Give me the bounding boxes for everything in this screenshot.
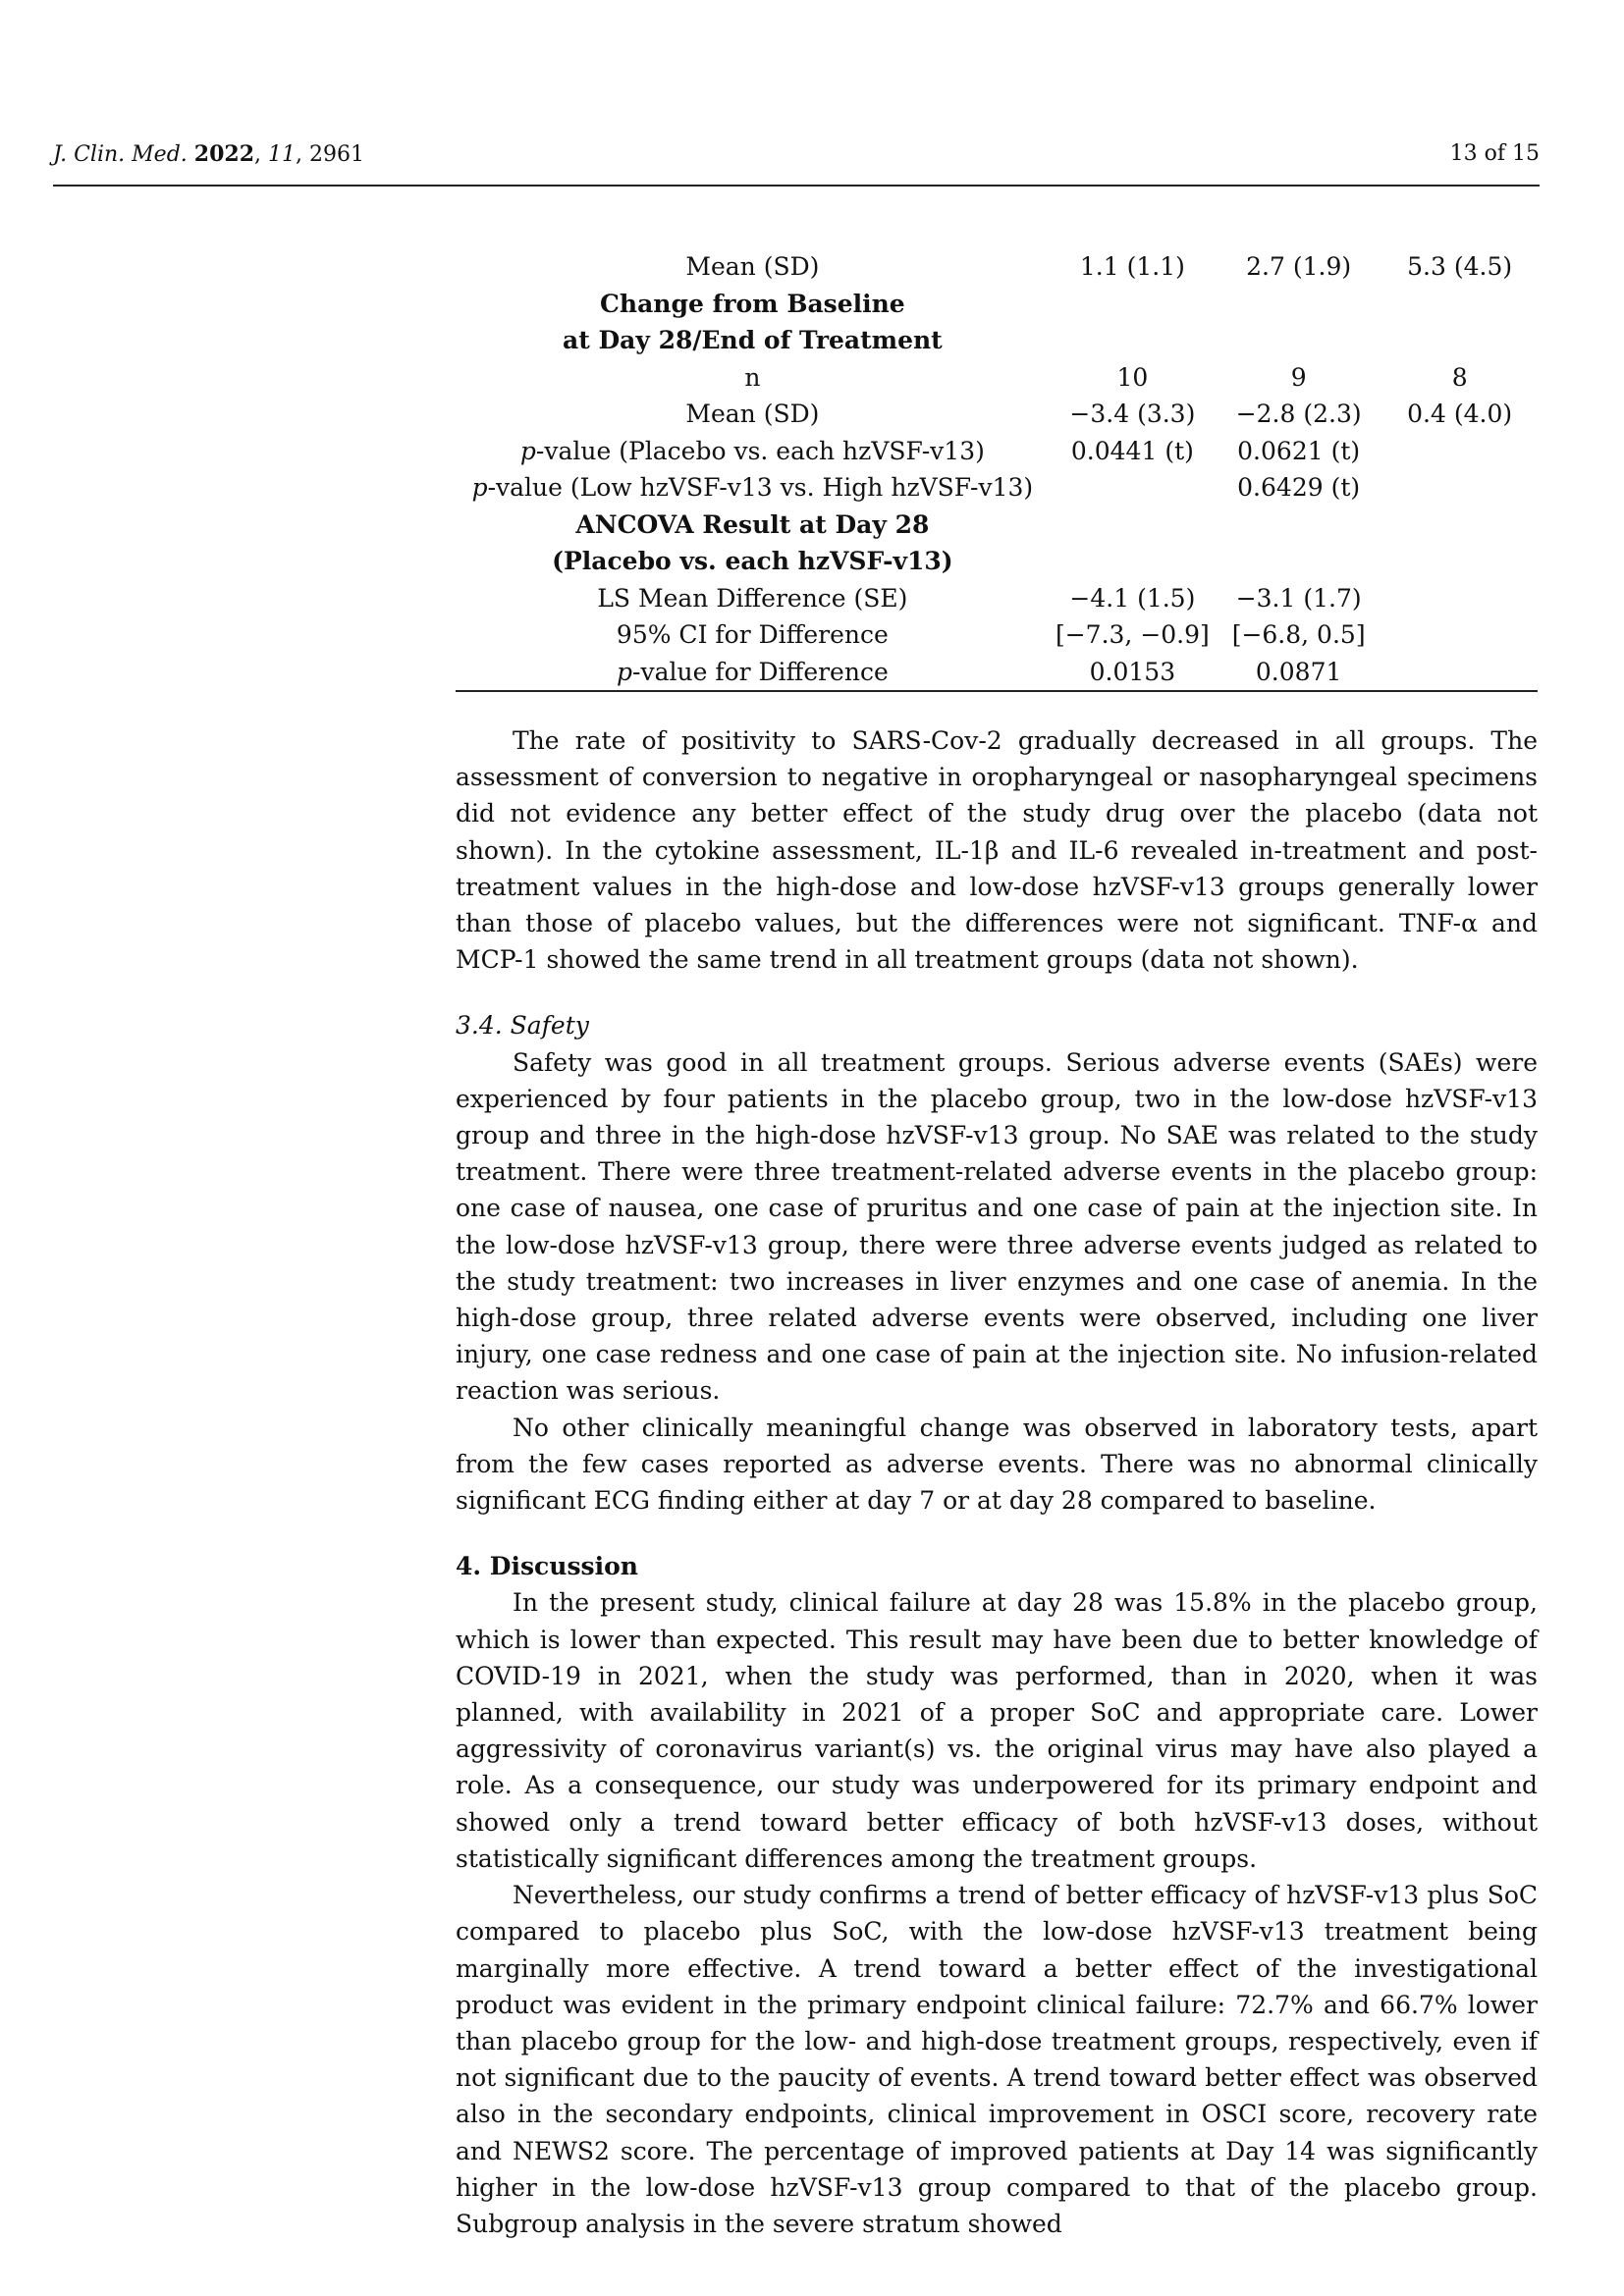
cell-c3: 8 [1451, 362, 1468, 392]
row-label-text: (Placebo vs. each hzVSF-v13) [552, 547, 953, 575]
cell-c1 [1050, 286, 1216, 323]
p-italic: p [471, 473, 488, 502]
row-label [456, 396, 1050, 433]
cell-c3 [1381, 580, 1538, 617]
cell-c3: 5.3 (4.5) [1407, 252, 1513, 281]
row-label [456, 359, 1050, 397]
table-row [456, 396, 1538, 433]
row-label-text: -value (Placebo vs. each hzVSF-v13) [535, 436, 985, 465]
cell-c1: 0.0441 (t) [1070, 436, 1194, 465]
row-label [456, 507, 1050, 544]
cell-c1 [1050, 543, 1216, 580]
cell-c1 [1050, 469, 1216, 507]
section-heading-discussion: 4. Discussion [456, 1552, 638, 1581]
row-label-text: at Day 28/End of Treatment [563, 326, 943, 354]
cell-c3 [1381, 433, 1538, 470]
table-row [456, 469, 1538, 507]
paragraph-safety-2: No other clinically meaningful change was observed in laboratory tests, apart from the few cases reported as adverse events. There was no abnormal clinically significant ECG finding either at day 7 or at day 28 compared to baseline. [456, 1413, 1538, 1516]
journal-year: 2022 [193, 141, 255, 167]
data-table [456, 248, 1538, 692]
cell-c2: 0.0871 [1216, 654, 1381, 692]
section-heading-safety: 3.4. Safety [456, 1011, 589, 1041]
paragraph-safety-1: Safety was good in all treatment groups. Serious adverse events (SAEs) were experienced by four patients in the placebo group, two in the low-dose hzVSF-v13 group and three in the high-dose hzVSF-v13 group. No SAE was related to the study treatment. There were three treatment-related adverse events in the placebo group: one case of nausea, one case of pruritus and one case of pain at the injection site. In the low-dose hzVSF-v13 group, there were three adverse events judged as related to the study treatment: two increases in liver enzymes and one case of anemia. In the high-dose group, three related adverse events were observed, including one liver injury, one case redness and one case of pain at the injection site. No infusion-related reaction was serious. [456, 1047, 1538, 1406]
row-label-text: LS Mean Difference (SE) [597, 583, 908, 613]
row-label [456, 469, 1050, 507]
cell-c2: 2.7 (1.9) [1246, 252, 1352, 281]
cell-c1: −4.1 (1.5) [1069, 583, 1196, 613]
cell-c1 [1050, 322, 1216, 359]
table-row [456, 507, 1538, 544]
cell-c3 [1381, 616, 1538, 654]
journal-volume: 11 [268, 142, 297, 167]
cell-c2: −2.8 (2.3) [1235, 400, 1362, 428]
cell-c3 [1381, 654, 1538, 692]
cell-c2: 9 [1290, 362, 1307, 392]
results-table-continued [456, 248, 1538, 692]
cell-c2 [1216, 507, 1381, 544]
table-row [456, 580, 1538, 617]
table-row [456, 543, 1538, 580]
table-row [456, 359, 1538, 397]
row-label [456, 286, 1050, 323]
cell-c3 [1381, 286, 1538, 323]
cell-c2 [1216, 543, 1381, 580]
row-label [456, 654, 1050, 692]
cell-c1: 1.1 (1.1) [1079, 252, 1185, 281]
page-number: 13 of 15 [1449, 141, 1540, 166]
running-header [53, 141, 1540, 187]
cell-c3 [1381, 543, 1538, 580]
row-label [456, 433, 1050, 470]
row-label-text: Mean (SD) [685, 252, 820, 281]
table-row [456, 654, 1538, 692]
row-label [456, 616, 1050, 654]
row-label [456, 248, 1050, 286]
cell-c1: −3.4 (3.3) [1069, 400, 1196, 428]
cell-c2: 0.6429 (t) [1237, 473, 1361, 502]
cell-c1: 0.0153 [1050, 654, 1216, 692]
row-label-text: -value for Difference [632, 657, 889, 686]
row-label-text: Mean (SD) [685, 400, 820, 428]
p-italic: p [519, 436, 536, 465]
cell-c3 [1381, 322, 1538, 359]
row-label-text: n [744, 362, 761, 392]
journal-abbrev: J. Clin. Med. [53, 142, 188, 167]
row-label [456, 322, 1050, 359]
row-label [456, 543, 1050, 580]
cell-c3: 0.4 (4.0) [1407, 400, 1513, 428]
table-row [456, 286, 1538, 323]
journal-citation: J. Clin. Med. 2022, 11, 2961 [53, 141, 365, 167]
paragraph-positivity: The rate of positivity to SARS-Cov-2 gradually decreased in all groups. The assessment of conversion to negative in oropharyngeal or nasopharyngeal specimens did not evidence any better effect of the study drug over the placebo (data not shown). In the cytokine assessment, IL-1β and IL-6 revealed in-treatment and post-treatment values in the high-dose and low-dose hzVSF-v13 groups generally lower than those of placebo values, but the differences were not significant. TNF-α and MCP-1 showed the same trend in all treatment groups (data not shown). [456, 726, 1538, 975]
row-label-text: 95% CI for Difference [616, 620, 889, 649]
cell-c2: −3.1 (1.7) [1235, 583, 1362, 613]
row-label [456, 580, 1050, 617]
cell-c1: [−7.3, −0.9] [1055, 620, 1210, 649]
cell-c1 [1050, 507, 1216, 544]
table-row [456, 616, 1538, 654]
table-row [456, 433, 1538, 470]
cell-c2 [1216, 286, 1381, 323]
cell-c2 [1216, 322, 1381, 359]
row-label-text: Change from Baseline [600, 289, 905, 318]
paragraph-discussion-2: Nevertheless, our study confirms a trend of better efficacy of hzVSF-v13 plus SoC compared to placebo plus SoC, with the low-dose hzVSF-v13 treatment being marginally more effective. A trend toward a better effect of the investigational product was evident in the primary endpoint clinical failure: 72.7% and 66.7% lower than placebo group for the low- and high-dose treatment groups, respectively, even if not significant due to the paucity of events. A trend toward better effect was observed also in the secondary endpoints, clinical improvement in OSCI score, recovery rate and NEWS2 score. The percentage of improved patients at Day 14 was significantly higher in the low-dose hzVSF-v13 group compared to that of the placebo group. Subgroup analysis in the severe stratum showed [456, 1881, 1538, 2238]
paragraph-discussion-1: In the present study, clinical failure at day 28 was 15.8% in the placebo group, which is lower than expected. This result may have been due to better knowledge of COVID-19 in 2021, when the study was performed, than in 2020, when it was planned, with availability in 2021 of a proper SoC and appropriate care. Lower aggressivity of coronavirus variant(s) vs. the original virus may have also played a role. As a consequence, our study was underpowered for its primary endpoint and showed only a trend toward better efficacy of both hzVSF-v13 doses, without statistically significant differences among the treatment groups. [456, 1588, 1538, 1873]
cell-c2: 0.0621 (t) [1237, 436, 1361, 465]
table-row [456, 322, 1538, 359]
cell-c2: [−6.8, 0.5] [1231, 620, 1366, 649]
table-row [456, 248, 1538, 286]
body-text [456, 722, 1538, 2242]
cell-c3 [1381, 507, 1538, 544]
row-label-text: -value (Low hzVSF-v13 vs. High hzVSF-v13) [487, 473, 1034, 502]
cell-c1: 10 [1116, 362, 1149, 392]
p-italic: p [616, 657, 632, 686]
cell-c3 [1381, 469, 1538, 507]
article-number: 2961 [309, 142, 365, 167]
row-label-text: ANCOVA Result at Day 28 [575, 509, 930, 539]
